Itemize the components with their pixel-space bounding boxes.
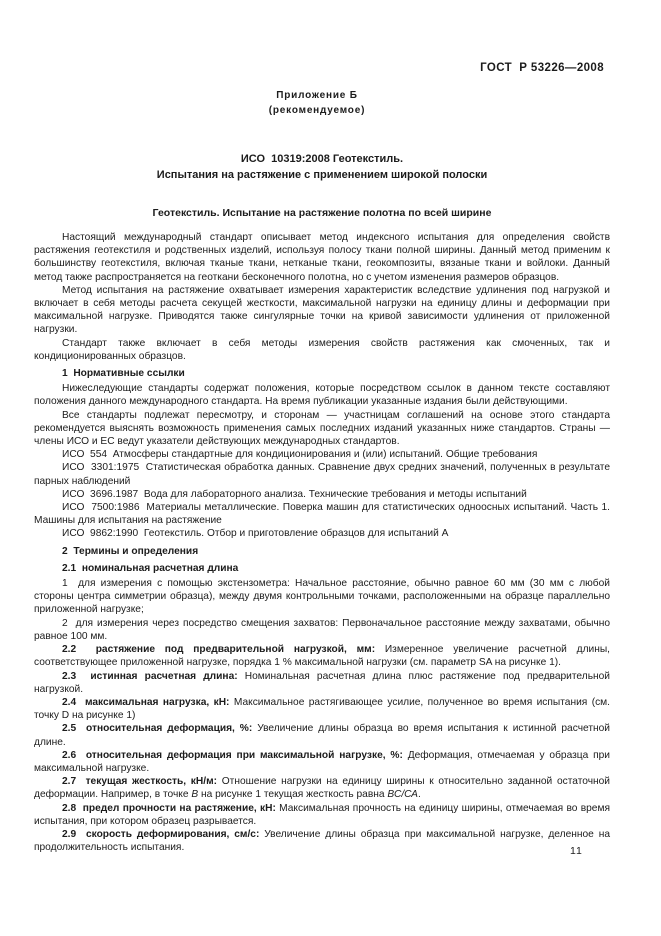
- title-line-1: ИСО 10319:2008 Геотекстиль.: [240, 153, 404, 165]
- text-run: ВС/СА: [387, 789, 418, 801]
- text-run: ИСО 7500:1986 Материалы металлические. Поверка машин для статистических одноосных испытаний. Часть 1. Машины для испытания на растяжение: [34, 502, 610, 527]
- paragraph: [34, 577, 610, 617]
- text-run: Все стандарты подлежат пересмотру, и сторонам — участницам соглашений на основе этого стандарта рекомендуется выяснять возможность применения самых последних изданий указанных ниже стандартов. Страны — члены ИСО и ЕС ведут указатели действующих международных стандартов.: [34, 409, 610, 448]
- text-run: ИСО 554 Атмосферы стандартные для кондиционирования и (или) испытаний. Общие требования: [62, 449, 538, 461]
- paragraph: [34, 284, 610, 337]
- text-run: Стандарт также включает в себя методы измерения свойств растяжения как смоченных, так и кондиционированных образцов.: [34, 337, 610, 362]
- text-run: Настоящий международный стандарт описывает метод индексного испытания для определения свойств растяжения геотекстиля и родственных изделий, используя полосу ткани полной ширины. Данный метод применим к большинству геотекстиля, включая тканые ткани, нетканые ткани, геокомпозиты, вязаные ткани и войлоки. Данный метод также распространяется на геоткани бесконечного полотна, но с учетом изменения размеров образцов.: [34, 232, 610, 283]
- section-heading: [34, 562, 610, 575]
- paragraph: [34, 337, 610, 363]
- text-run: 2.1 номинальная расчетная длина: [62, 562, 239, 574]
- text-run: ИСО 3301:1975 Статистическая обработка данных. Сравнение двух средних значений, полученных в результате парных наблюдений: [34, 462, 610, 487]
- text-run: 2.4 максимальная нагрузка, кН:: [62, 696, 234, 708]
- paragraph: [34, 696, 610, 722]
- document-body: [34, 231, 610, 854]
- text-run: Увеличение длины образца во время испытания к истинной расчетной длине.: [34, 723, 610, 748]
- text-run: Максимальная прочность на единицу ширины, отмечаемая во время испытания, при котором образец разрывается.: [34, 802, 610, 827]
- paragraph: [34, 722, 610, 748]
- paragraph: [34, 617, 610, 643]
- document-subtitle: Геотекстиль. Испытание на растяжение полотна по всей ширине: [152, 207, 492, 219]
- text-run: 1 Нормативные ссылки: [62, 368, 185, 380]
- text-run: 2.2 растяжение под предварительной нагрузкой, мм:: [62, 644, 385, 656]
- text-run: 2 Термины и определения: [62, 545, 199, 557]
- text-run: Максимальное растягивающее усилие, полученное во время испытания (см. точку D на рисунке 1): [34, 696, 611, 722]
- text-run: Нижеследующие стандарты содержат положения, которые посредством ссылок в данном тексте составляют положения данного международного стандарта. На время публикации указанные издания были действующими.: [34, 383, 610, 408]
- paragraph: [34, 670, 610, 696]
- text-run: Отношение нагрузки на единицу ширины к относительно заданной остаточной деформации. Например, в точке: [34, 776, 610, 801]
- text-run: 2.9 скорость деформирования, см/с:: [62, 828, 265, 840]
- text-run: В: [191, 789, 199, 801]
- paragraph: [34, 461, 610, 487]
- paragraph: [34, 527, 610, 540]
- paragraph: [34, 382, 610, 408]
- text-run: на рисунке 1 текущая жесткость равна: [198, 789, 388, 801]
- paragraph: [34, 448, 610, 461]
- text-run: Деформация, отмечаемая у образца при максимальной нагрузке.: [34, 749, 610, 774]
- appendix-type: (рекомендуемое): [268, 105, 366, 116]
- text-run: 2.7 текущая жесткость, кН/м:: [62, 776, 222, 788]
- title-line-2: Испытания на растяжение с применением широкой полоски: [156, 169, 488, 181]
- text-run: 2.6 относительная деформация при максимальной нагрузке, %:: [62, 749, 408, 761]
- paragraph: [34, 231, 610, 284]
- paragraph: [34, 828, 610, 854]
- paragraph: [34, 643, 610, 669]
- section-heading: [34, 367, 610, 380]
- document-title: [34, 151, 610, 183]
- text-run: 1 для измерения с помощью экстензометра: Начальное расстояние, обычно равное 60 мм (30 мм с любой стороны центра симметрии образца), между двумя контрольными точками, расположенными на образце параллельно приложенной нагрузке;: [34, 578, 610, 616]
- text-run: 2 для измерения через посредство смещения захватов: Первоначальное расстояние между захватами, обычно равное 100 мм.: [34, 617, 610, 642]
- paragraph: [34, 749, 610, 775]
- text-run: .: [417, 789, 421, 801]
- appendix-heading: [34, 88, 600, 118]
- text-run: 2.8 предел прочности на растяжение, кН:: [62, 802, 280, 814]
- section-heading: [34, 545, 610, 558]
- appendix-label: Приложение Б: [276, 90, 358, 101]
- paragraph: [34, 488, 610, 501]
- paragraph: [34, 501, 610, 527]
- text-run: 2.5 относительная деформация, %:: [62, 723, 258, 735]
- text-run: ИСО 9862:1990 Геотекстиль. Отбор и приготовление образцов для испытаний А: [62, 528, 449, 540]
- text-run: Измеренное увеличение расчетной длины, соответствующее приложенной нагрузке, порядка 1 % максимальной нагрузки (см. параметр SA на рисунке 1).: [34, 644, 610, 669]
- paragraph: [34, 775, 610, 801]
- text-run: Метод испытания на растяжение охватывает измерения характеристик вследствие удлинения под нагрузкой и включает в себя методы расчета секущей жесткости, максимальной нагрузки на единицу длины и деформации при максимальной нагрузке. Приводятся также сингулярные точки на кривой зависимости удлинения от приложенной нагрузки.: [34, 284, 610, 336]
- text-run: ИСО 3696.1987 Вода для лабораторного анализа. Технические требования и методы испытаний: [62, 488, 527, 500]
- text-run: Номинальная расчетная длина плюс растяжение под предварительной нагрузкой.: [34, 670, 610, 695]
- page-number: 11: [570, 845, 583, 857]
- text-run: 2.3 истинная расчетная длина:: [62, 670, 245, 682]
- paragraph: [34, 802, 610, 828]
- standard-reference: ГОСТ Р 53226—2008: [480, 62, 604, 74]
- text-run: Увеличение длины образца при максимальной нагрузке, деленное на продолжительность испытания.: [34, 828, 610, 854]
- paragraph: [34, 409, 610, 449]
